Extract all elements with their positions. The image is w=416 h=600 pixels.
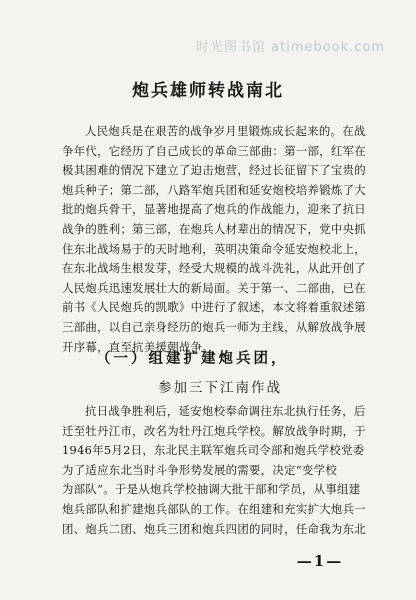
text-line: 炮兵部队和扩建炮兵部队的工作。在组建和充实扩大炮兵一 xyxy=(62,501,366,516)
watermark: 时光图书馆 atimebook.com xyxy=(196,40,386,55)
text-line: 批的炮兵骨干，显著地提高了炮兵的作战能力，迎来了抗日 xyxy=(62,202,366,217)
page-title: 炮兵雄师转战南北 xyxy=(132,81,284,101)
text-line: 炮兵种子；第二部，八路军炮兵团和延安炮校培养锻炼了大 xyxy=(62,182,366,197)
text-line: 迁至牡丹江市，改名为牡丹江炮兵学校。解放战争时期，于 xyxy=(62,423,366,438)
text-line: 争年代，它经历了自己成长的革命三部曲：第一部，红军在 xyxy=(62,143,366,158)
text-line: 开序幕，直至抗美援朝战争。 xyxy=(62,339,214,354)
page-number: —1— xyxy=(296,552,344,570)
text-line: 前书《人民炮兵的凯歌》中进行了叙述，本文将着重叙述第 xyxy=(62,300,366,315)
text-line: 人民炮兵迅速发展壮大的新局面。关于第一、二部曲，已在 xyxy=(62,280,366,295)
text-line: 三部曲，以自己亲身经历的炮兵一师为主线，从解放战争展 xyxy=(62,319,366,334)
text-line: 为了适应东北当时斗争形势发展的需要，决定“变学校 xyxy=(62,462,338,477)
text-line: 抗日战争胜利后，延安炮校奉命调往东北执行任务，后 xyxy=(85,404,366,418)
text-line: 1946年5月2日，东北民主联军炮兵司令部和炮兵学校党委 xyxy=(62,443,365,458)
text-line: 战争的胜利；第三部，在炮兵人材辈出的情况下，党中央抓 xyxy=(62,221,366,236)
paragraph-section xyxy=(62,402,380,539)
section-subheading: 参加三下江南作战 xyxy=(158,380,282,396)
text-line: 极其困难的情况下建立了迫击炮营，经过长征留下了宝贵的 xyxy=(62,163,366,178)
text-line: 团、炮兵二团、炮兵三团和炮兵四团的同时，任命我为东北 xyxy=(62,521,366,536)
text-line: 为部队”。于是从炮兵学校抽调大批干部和学员，从事组建 xyxy=(62,482,361,497)
text-line: 住东北战场易于的天时地利，英明决策命令延安炮校北上， xyxy=(62,241,366,256)
text-line: 人民炮兵是在艰苦的战争岁月里锻炼成长起来的。在战 xyxy=(85,124,366,138)
text-line: 在东北战场生根发芽，经受大规模的战斗洗礼，从此开创了 xyxy=(62,261,366,276)
section-heading: （一）组建扩建炮兵团， xyxy=(96,350,289,367)
paragraph-intro xyxy=(62,122,380,357)
